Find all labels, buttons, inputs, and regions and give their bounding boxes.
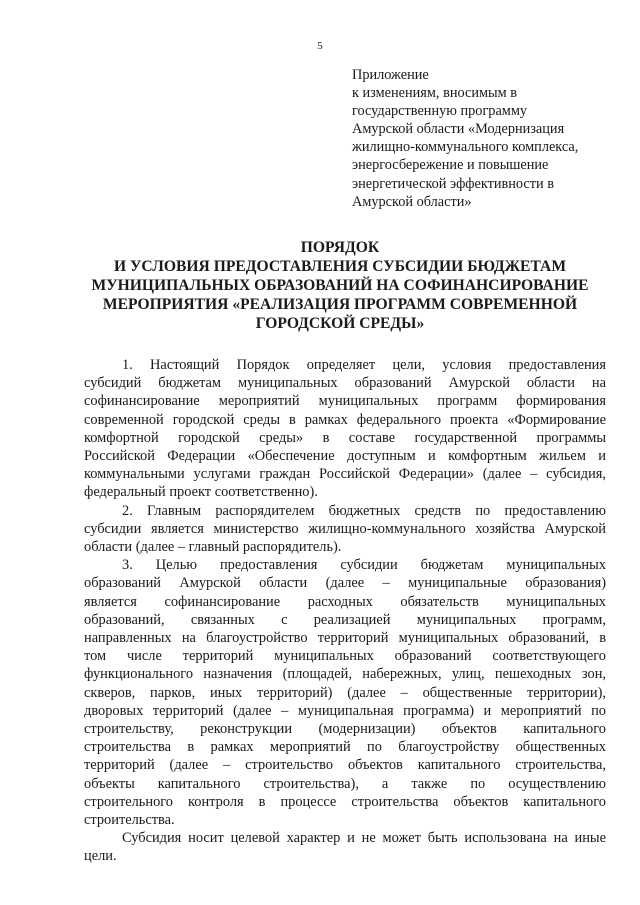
body-line: направленных на благоустройство территорий муниципальных образований, в xyxy=(84,630,606,647)
body-line: функционального назначения (площадей, набережных, улиц, пешеходных зон, xyxy=(84,666,606,683)
body-line: том числе территорий муниципальных образований соответствующего xyxy=(84,648,606,665)
body-line: Российской Федерации «Обеспечение доступным и комфортным жильем и xyxy=(84,448,606,465)
appendix-line: энергосбережение и повышение xyxy=(352,157,549,174)
title-line: ГОРОДСКОЙ СРЕДЫ» xyxy=(255,315,425,332)
body-line: коммунальными услугами граждан Российской Федерации» (далее – субсидия, xyxy=(84,466,606,483)
appendix-line: к изменениям, вносимым в xyxy=(352,85,518,102)
body-line: строительного контроля в процессе строительства объектов капитального xyxy=(84,793,606,810)
body-line: строительства в рамках мероприятий по благоустройству общественных xyxy=(84,739,606,756)
body-line: Субсидия носит целевой характер и не может быть использована на иные xyxy=(122,830,606,847)
title-line: МЕРОПРИЯТИЯ «РЕАЛИЗАЦИЯ ПРОГРАММ СОВРЕМЕННОЙ xyxy=(102,296,578,313)
appendix-line: Амурской области «Модернизация xyxy=(352,121,565,138)
body-line: софинансирование мероприятий муниципальных программ формирования xyxy=(84,393,606,410)
body-line: является софинансирование расходных обязательств муниципальных xyxy=(84,593,606,610)
body-line: области (далее – главный распорядитель). xyxy=(84,539,342,556)
body-line: скверов, парков, иных территорий) (далее – общественные территории), xyxy=(84,684,606,701)
document-title xyxy=(60,238,620,333)
appendix-line: Приложение xyxy=(352,67,429,83)
body-line: 2. Главным распорядителем бюджетных средств по предоставлению xyxy=(122,502,606,519)
body-line: цели. xyxy=(84,848,117,865)
appendix-line: энергетической эффективности в xyxy=(352,175,555,192)
body-line: субсидии является министерство жилищно-коммунального хозяйства Амурской xyxy=(84,520,606,537)
body-line: дворовых территорий (далее – муниципальная программа) и мероприятий по xyxy=(84,702,606,719)
page-number: 5 xyxy=(317,40,323,52)
title-line: ПОРЯДОК xyxy=(300,239,380,256)
title-line: МУНИЦИПАЛЬНЫХ ОБРАЗОВАНИЙ НА СОФИНАНСИРОВАНИЕ xyxy=(91,277,589,294)
body-line: 1. Настоящий Порядок определяет цели, условия предоставления xyxy=(122,357,606,373)
body-line: строительства. xyxy=(84,812,175,829)
title-line: И УСЛОВИЯ ПРЕДОСТАВЛЕНИЯ СУБСИДИИ БЮДЖЕТАМ xyxy=(113,258,567,275)
body-line: строительству, реконструкции (модернизации) объектов капитального xyxy=(84,721,606,738)
body-line: образований Амурской области (далее – муниципальные образования) xyxy=(84,575,606,592)
body-line: субсидий бюджетам муниципальных образований Амурской области на xyxy=(84,375,606,392)
body-line: федеральный проект соответственно). xyxy=(84,484,318,501)
appendix-line: государственную программу xyxy=(352,103,528,120)
body-line: современной городской среды в рамках федерального проекта «Формирование xyxy=(84,411,606,428)
body-line: образований, связанных с реализацией муниципальных программ, xyxy=(84,611,606,628)
appendix-line: Амурской области» xyxy=(352,193,472,210)
body-line: объекты капитального строительства), а также по осуществлению xyxy=(84,775,606,792)
body-text xyxy=(84,356,606,866)
appendix-line: жилищно-коммунального комплекса, xyxy=(352,139,579,156)
body-line: территорий (далее – строительство объектов капитального строительства, xyxy=(84,757,606,774)
body-line: 3. Целью предоставления субсидии бюджетам муниципальных xyxy=(122,557,606,574)
body-line: комфортной городской среды» в составе государственной программы xyxy=(84,429,606,446)
appendix-note xyxy=(352,66,622,211)
